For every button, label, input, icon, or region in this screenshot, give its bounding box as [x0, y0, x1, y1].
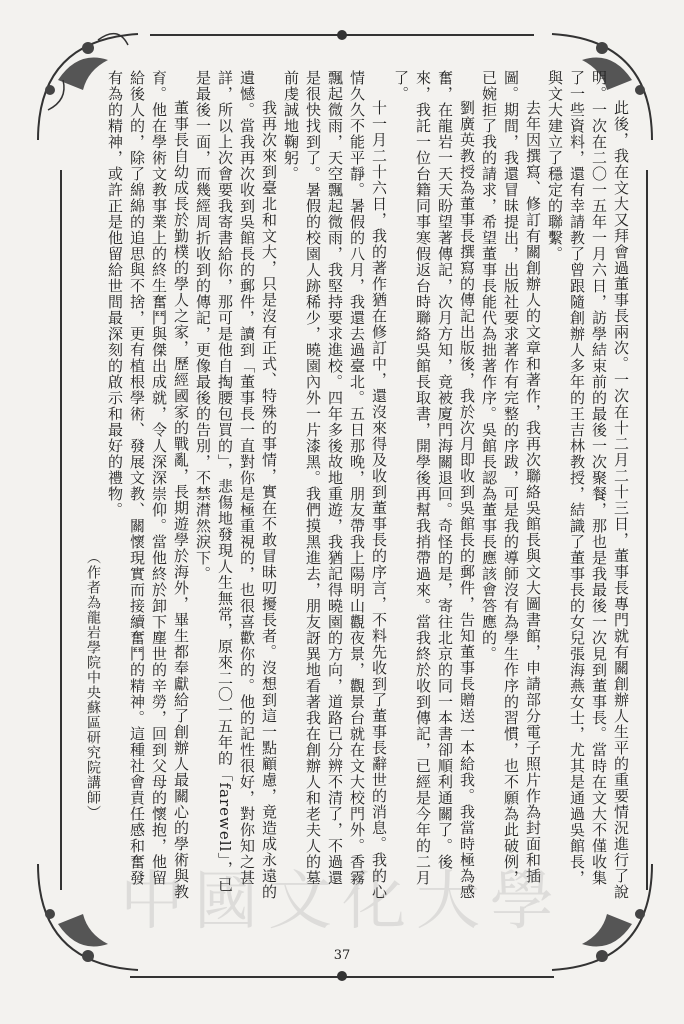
paragraph: 劉廣英教授為董事長撰寫的傳記出版後，我於次月即收到吳館長的郵件，告知董事長贈送一本給我。我當時極為感奮，在龍岩一天天盼望著傳記，次月方知，竟被廈門海關退回。奇怪的是，寄往北京的同一本書卻順利通關了。後來，我託一位台籍同事寒假返台時聯絡吳館長取書，開學後再幫我捎帶過來。當我終於收到傳記，已經是今年的二月了。 [392, 70, 476, 900]
paragraph: 此後，我在文大又拜會過董事長兩次。一次在十二月二十三日，董事長專門就有關創辦人生平的重要情況進行了說明。一次在二〇一五年一月六日，訪學結束前的最後一次聚餐，那也是我最後一次見到董事長。當時在文大不僅收集了一些資料，還有幸請教了曾跟隨創辦人多年的王吉林教授，結識了董事長的女兒張海燕女士，尤其是通過吳館長，與文大建立了穩定的聯繫。 [546, 70, 630, 900]
paragraph: 十一月二十六日，我的著作猶在修訂中，還沒來得及收到董事長的序言，不料先收到了董事長辭世的消息。我的心情久久不能平靜。暑假的八月，我還去過臺北。五日那晚，朋友帶我上陽明山觀夜景，觀景台就在文大校門外。香霧飄起微雨，天空飄起微雨，我堅持要求進校。四年多後故地重遊，我猶記得曉園的方向，道路已分辨不清了，不過還是很快找到了。暑假的校園人跡稀少，曉園內外一片漆黑。我們摸黑進去，朋友訝異地看著我在創辦人和老夫人的墓前虔誠地鞠躬。 [282, 70, 388, 900]
bottom-ornament-dot [337, 971, 347, 981]
page-number: 37 [333, 948, 351, 963]
left-border-rule [60, 170, 62, 890]
paragraph: 董事長自幼成長於勤樸的學人之家，歷經國家的戰亂，長期遊學於海外，畢生都奉獻給了創辦人最關心的學術與教育。他在學術文教事業上的終生奮鬥與傑出成就，令人深深崇仰。當他終於卸下塵世的辛勞，回到父母的懷抱，他留給後人的，除了綿綿的追思與不捨，更有植根學術、發展文教、關懷現實而接續奮鬥的精神。這種社會責任感和奮發有為的精神，或許正是他留給世間最深刻的啟示和最好的禮物。 [106, 70, 190, 900]
paragraph: 我再次來到臺北和文大，只是沒有正式、特殊的事情，實在不敢冒昧叨擾長者。沒想到這一點顧慮，竟造成永遠的遺憾。當我再次收到吳館長的郵件，讀到「董事長一直對你是極重視的，也很喜歡你的。他的記性很好，對你知之甚詳，所以上次會要我寄書給你，那可是他自掏腰包買的」，悲傷地發現人生無常，原來二〇一五年的「farewell」，已是最後一面，而幾經周折收到的傳記，更像最後的告別，不禁潸然淚下。 [194, 70, 278, 900]
right-border-rule [646, 170, 648, 890]
watermark: 中國文化大學 [120, 865, 564, 939]
top-ornament-dot [337, 30, 347, 40]
paragraph: 去年因撰寫、修訂有關創辦人的文章和著作，我再次聯絡吳館長與文大圖書館，申請部分電子照片作為封面和插圖。期間，我還冒昧提出，出版社要求著作有完整的序跋，可是我的導師沒有為學生作序的習慣，也不願為此破例，已婉拒了我的請求，希望董事長能代為拙著作序。吳館長認為董事長應該會答應的。 [480, 70, 542, 886]
author-byline: （作者為龍岩學院中央蘇區研究院講師） [85, 550, 101, 820]
vertical-text-body [85, 70, 632, 900]
